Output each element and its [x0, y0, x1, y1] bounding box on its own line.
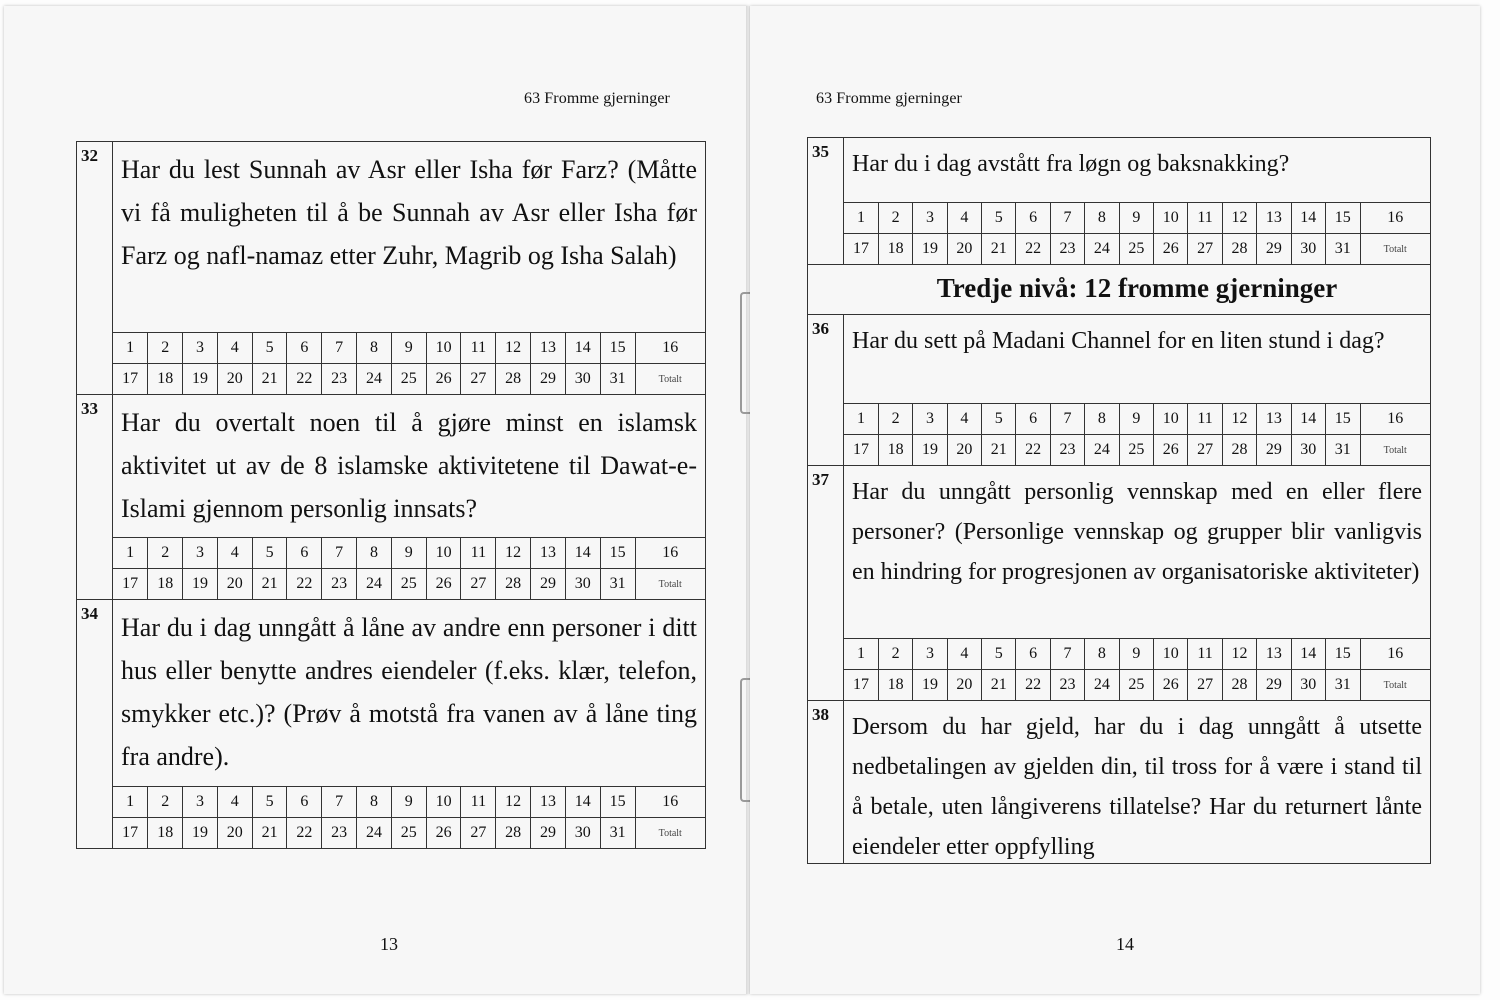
- day-cell: 30: [1291, 234, 1325, 265]
- day-cell: 18: [878, 435, 912, 466]
- day-cell: 14: [1291, 639, 1325, 670]
- day-cell: 30: [1291, 435, 1325, 466]
- day-cell: 17: [844, 670, 878, 701]
- total-cell: Totalt: [1360, 670, 1430, 701]
- day-cell: 5: [982, 203, 1016, 234]
- day-cell: 6: [287, 333, 322, 364]
- day-cell: 7: [1050, 203, 1084, 234]
- day-cell: 2: [148, 538, 183, 569]
- day-row-1: [844, 404, 1430, 435]
- day-cell: 15: [600, 333, 635, 364]
- day-cell: 8: [357, 538, 392, 569]
- day-cell: 13: [1257, 404, 1291, 435]
- day-row-2: [113, 569, 705, 600]
- day-cell: 13: [1257, 639, 1291, 670]
- deed-entry-36: [808, 314, 1430, 465]
- day-cell: 15: [600, 787, 635, 818]
- day-cell: 5: [252, 333, 287, 364]
- day-cell: 22: [1016, 435, 1050, 466]
- day-cell: 19: [913, 670, 947, 701]
- day-cell: 4: [217, 538, 252, 569]
- day-row-1: [113, 538, 705, 569]
- deed-entry-34: [77, 599, 705, 848]
- day-cell: 4: [947, 404, 981, 435]
- day-cell: 22: [1016, 670, 1050, 701]
- day-cell: 16: [1360, 639, 1430, 670]
- day-cell: 10: [426, 333, 461, 364]
- day-cell: 12: [1222, 404, 1256, 435]
- total-cell: Totalt: [1360, 234, 1430, 265]
- day-cell: 27: [461, 569, 496, 600]
- day-cell: 28: [496, 364, 531, 395]
- day-cell: 27: [1188, 670, 1222, 701]
- day-cell: 20: [217, 364, 252, 395]
- day-cell: 29: [531, 364, 566, 395]
- day-cell: 16: [635, 538, 705, 569]
- day-cell: 11: [1188, 203, 1222, 234]
- day-cell: 8: [357, 787, 392, 818]
- day-cell: 26: [426, 818, 461, 849]
- deed-number: 36: [808, 315, 844, 465]
- day-cell: 21: [982, 435, 1016, 466]
- day-cell: 3: [913, 639, 947, 670]
- day-cell: 28: [1222, 670, 1256, 701]
- day-cell: 28: [1222, 435, 1256, 466]
- day-cell: 25: [1119, 234, 1153, 265]
- section-heading: Tredje nivå: 12 fromme gjerninger: [808, 264, 1430, 314]
- left-page-number: 13: [380, 934, 398, 954]
- deed-number: 32: [77, 142, 113, 394]
- day-cell: 22: [287, 818, 322, 849]
- day-cell: 18: [148, 364, 183, 395]
- day-cell: 9: [391, 538, 426, 569]
- deed-number: 38: [808, 701, 844, 863]
- day-cell: 9: [1119, 203, 1153, 234]
- day-cell: 18: [878, 234, 912, 265]
- day-cell: 15: [1325, 203, 1360, 234]
- day-cell: 23: [322, 364, 357, 395]
- day-cell: 31: [600, 364, 635, 395]
- day-cell: 9: [1119, 404, 1153, 435]
- day-cell: 12: [496, 787, 531, 818]
- day-cell: 17: [113, 364, 148, 395]
- day-cell: 14: [1291, 404, 1325, 435]
- day-cell: 2: [148, 787, 183, 818]
- day-cell: 14: [565, 538, 600, 569]
- day-cell: 22: [287, 569, 322, 600]
- day-cell: 10: [1154, 203, 1188, 234]
- day-cell: 1: [844, 404, 878, 435]
- day-cell: 29: [1257, 670, 1291, 701]
- day-cell: 30: [1291, 670, 1325, 701]
- day-cell: 16: [1360, 404, 1430, 435]
- day-cell: 1: [844, 203, 878, 234]
- day-cell: 1: [113, 333, 148, 364]
- day-cell: 26: [426, 569, 461, 600]
- right-page: [750, 6, 1480, 994]
- day-row-2: [844, 234, 1430, 265]
- left-deeds-table: [76, 141, 706, 849]
- day-cell: 5: [982, 639, 1016, 670]
- day-grid: [844, 638, 1430, 700]
- day-cell: 4: [947, 639, 981, 670]
- day-cell: 1: [113, 538, 148, 569]
- day-cell: 31: [600, 818, 635, 849]
- day-cell: 30: [565, 364, 600, 395]
- day-cell: 17: [844, 435, 878, 466]
- day-cell: 10: [1154, 639, 1188, 670]
- day-cell: 19: [183, 569, 218, 600]
- day-row-2: [844, 670, 1430, 701]
- day-cell: 14: [565, 333, 600, 364]
- deed-number: 33: [77, 395, 113, 599]
- day-cell: 15: [600, 538, 635, 569]
- day-cell: 11: [1188, 639, 1222, 670]
- day-cell: 6: [287, 787, 322, 818]
- day-cell: 16: [1360, 203, 1430, 234]
- day-cell: 9: [1119, 639, 1153, 670]
- day-cell: 5: [252, 538, 287, 569]
- deed-question: Har du sett på Madani Channel for en liten stund i dag?: [852, 328, 1385, 354]
- day-cell: 7: [322, 787, 357, 818]
- day-cell: 25: [1119, 435, 1153, 466]
- day-cell: 29: [1257, 435, 1291, 466]
- day-cell: 26: [1154, 670, 1188, 701]
- day-cell: 2: [878, 404, 912, 435]
- day-cell: 8: [1085, 404, 1119, 435]
- day-cell: 15: [1325, 404, 1360, 435]
- day-cell: 19: [913, 234, 947, 265]
- day-row-2: [113, 818, 705, 849]
- day-cell: 17: [844, 234, 878, 265]
- day-grid: [113, 332, 705, 394]
- day-cell: 25: [391, 818, 426, 849]
- day-cell: 20: [947, 435, 981, 466]
- day-cell: 21: [982, 670, 1016, 701]
- day-cell: 27: [1188, 234, 1222, 265]
- day-cell: 9: [391, 333, 426, 364]
- day-grid: [844, 403, 1430, 465]
- day-cell: 24: [1085, 670, 1119, 701]
- left-running-header: 63 Fromme gjerninger: [524, 90, 670, 107]
- day-cell: 10: [1154, 404, 1188, 435]
- day-cell: 24: [357, 364, 392, 395]
- day-cell: 11: [461, 333, 496, 364]
- day-cell: 14: [1291, 203, 1325, 234]
- deed-entry-32: [77, 142, 705, 394]
- day-cell: 8: [1085, 203, 1119, 234]
- day-cell: 28: [1222, 234, 1256, 265]
- day-cell: 8: [357, 333, 392, 364]
- deed-question: Har du unngått personlig vennskap med en eller flere personer? (Personlige vennskap og grupper blir vanligvis en hindring for progresjonen av organisatoriske aktiviteter): [852, 479, 1422, 585]
- day-cell: 3: [183, 333, 218, 364]
- day-cell: 24: [357, 818, 392, 849]
- day-cell: 5: [982, 404, 1016, 435]
- day-row-2: [844, 435, 1430, 466]
- day-cell: 2: [148, 333, 183, 364]
- day-cell: 10: [426, 787, 461, 818]
- day-cell: 18: [878, 670, 912, 701]
- day-cell: 18: [148, 818, 183, 849]
- deed-question: Har du lest Sunnah av Asr eller Isha før Farz? (Måtte vi få muligheten til å be Sunnah av Asr eller Isha før Farz og nafl-namaz etter Zuhr, Magrib og Isha Salah): [121, 155, 697, 270]
- day-cell: 23: [1050, 670, 1084, 701]
- day-cell: 1: [113, 787, 148, 818]
- day-cell: 7: [1050, 639, 1084, 670]
- day-grid: [113, 786, 705, 848]
- day-cell: 4: [217, 333, 252, 364]
- day-cell: 19: [913, 435, 947, 466]
- deed-entry-38: [808, 700, 1430, 863]
- day-cell: 5: [252, 787, 287, 818]
- day-cell: 3: [183, 787, 218, 818]
- day-cell: 14: [565, 787, 600, 818]
- day-cell: 1: [844, 639, 878, 670]
- day-cell: 31: [1325, 435, 1360, 466]
- day-cell: 26: [426, 364, 461, 395]
- day-grid: [113, 537, 705, 599]
- day-cell: 7: [322, 538, 357, 569]
- day-cell: 17: [113, 818, 148, 849]
- day-cell: 12: [496, 333, 531, 364]
- day-cell: 26: [1154, 435, 1188, 466]
- day-cell: 29: [1257, 234, 1291, 265]
- day-cell: 3: [913, 203, 947, 234]
- day-cell: 11: [1188, 404, 1222, 435]
- day-cell: 20: [217, 818, 252, 849]
- day-cell: 13: [531, 787, 566, 818]
- deed-question: Har du i dag avstått fra løgn og baksnakking?: [852, 151, 1290, 177]
- day-row-1: [113, 787, 705, 818]
- deed-number: 35: [808, 138, 844, 264]
- left-page: [4, 6, 748, 994]
- day-cell: 20: [947, 234, 981, 265]
- total-cell: Totalt: [1360, 435, 1430, 466]
- day-cell: 26: [1154, 234, 1188, 265]
- day-cell: 3: [183, 538, 218, 569]
- day-cell: 20: [217, 569, 252, 600]
- day-cell: 6: [1016, 404, 1050, 435]
- day-cell: 3: [913, 404, 947, 435]
- day-row-2: [113, 364, 705, 395]
- day-cell: 11: [461, 787, 496, 818]
- deed-entry-35: [808, 138, 1430, 264]
- day-cell: 16: [635, 333, 705, 364]
- day-cell: 23: [322, 818, 357, 849]
- deed-number: 34: [77, 600, 113, 848]
- day-cell: 27: [461, 364, 496, 395]
- day-cell: 18: [148, 569, 183, 600]
- day-cell: 28: [496, 818, 531, 849]
- day-cell: 27: [461, 818, 496, 849]
- day-cell: 19: [183, 818, 218, 849]
- right-page-number: 14: [1116, 934, 1134, 954]
- day-cell: 24: [1085, 234, 1119, 265]
- day-cell: 24: [1085, 435, 1119, 466]
- day-cell: 31: [1325, 234, 1360, 265]
- day-cell: 4: [217, 787, 252, 818]
- day-cell: 13: [531, 333, 566, 364]
- day-cell: 23: [322, 569, 357, 600]
- day-cell: 4: [947, 203, 981, 234]
- right-running-header: 63 Fromme gjerninger: [816, 90, 962, 107]
- right-deeds-table: [807, 137, 1431, 864]
- day-cell: 7: [1050, 404, 1084, 435]
- total-cell: Totalt: [635, 818, 705, 849]
- day-row-1: [844, 639, 1430, 670]
- day-cell: 22: [1016, 234, 1050, 265]
- day-cell: 23: [1050, 234, 1084, 265]
- deed-question: Dersom du har gjeld, har du i dag unngått å utsette nedbetalingen av gjelden din, til tross for å være i stand til å betale, uten långiverens tillatelse? Har du returnert lånte eiendeler etter oppfylling: [852, 714, 1422, 860]
- day-cell: 6: [287, 538, 322, 569]
- deed-entry-33: [77, 394, 705, 599]
- day-cell: 23: [1050, 435, 1084, 466]
- day-grid: [844, 202, 1430, 264]
- day-cell: 30: [565, 569, 600, 600]
- day-cell: 6: [1016, 639, 1050, 670]
- deed-entry-37: [808, 465, 1430, 700]
- deed-question: Har du overtalt noen til å gjøre minst en islamsk aktivitet ut av de 8 islamske aktivitetene til Dawat-e-Islami gjennom personlig innsats?: [121, 408, 697, 523]
- day-cell: 31: [600, 569, 635, 600]
- day-cell: 21: [252, 364, 287, 395]
- deed-number: 37: [808, 466, 844, 700]
- day-row-1: [844, 203, 1430, 234]
- day-cell: 7: [322, 333, 357, 364]
- day-cell: 25: [391, 364, 426, 395]
- day-cell: 20: [947, 670, 981, 701]
- deed-question: Har du i dag unngått å låne av andre enn personer i ditt hus eller benytte andres eiendeler (f.eks. klær, telefon, smykker etc.)? (Prøv å motstå fra vanen av å låne ting fra andre).: [121, 613, 697, 771]
- day-cell: 21: [252, 569, 287, 600]
- day-cell: 27: [1188, 435, 1222, 466]
- day-cell: 25: [1119, 670, 1153, 701]
- day-cell: 31: [1325, 670, 1360, 701]
- day-cell: 2: [878, 203, 912, 234]
- day-cell: 8: [1085, 639, 1119, 670]
- total-cell: Totalt: [635, 364, 705, 395]
- day-cell: 13: [531, 538, 566, 569]
- day-cell: 12: [496, 538, 531, 569]
- day-cell: 11: [461, 538, 496, 569]
- day-row-1: [113, 333, 705, 364]
- day-cell: 10: [426, 538, 461, 569]
- day-cell: 29: [531, 818, 566, 849]
- day-cell: 2: [878, 639, 912, 670]
- day-cell: 21: [252, 818, 287, 849]
- total-cell: Totalt: [635, 569, 705, 600]
- day-cell: 17: [113, 569, 148, 600]
- day-cell: 13: [1257, 203, 1291, 234]
- day-cell: 28: [496, 569, 531, 600]
- day-cell: 21: [982, 234, 1016, 265]
- day-cell: 15: [1325, 639, 1360, 670]
- day-cell: 12: [1222, 203, 1256, 234]
- day-cell: 9: [391, 787, 426, 818]
- day-cell: 25: [391, 569, 426, 600]
- day-cell: 16: [635, 787, 705, 818]
- day-cell: 22: [287, 364, 322, 395]
- day-cell: 12: [1222, 639, 1256, 670]
- day-cell: 30: [565, 818, 600, 849]
- day-cell: 24: [357, 569, 392, 600]
- day-cell: 19: [183, 364, 218, 395]
- day-cell: 6: [1016, 203, 1050, 234]
- day-cell: 29: [531, 569, 566, 600]
